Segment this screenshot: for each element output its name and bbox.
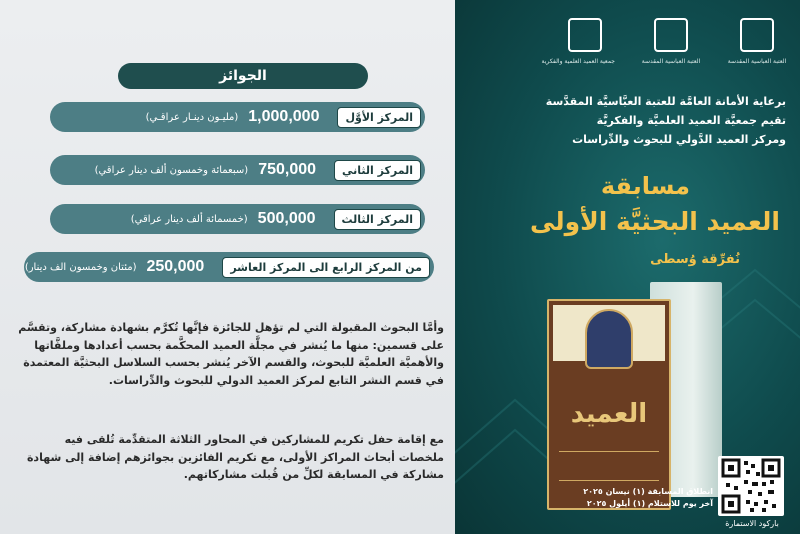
competition-dates — [583, 486, 713, 510]
prize-rank: من المركز الرابع الى المركز العاشر — [222, 257, 430, 278]
paragraph-ceremony: مع إقامة حفل تكريم للمشاركين في المحاور الثلاثة المتقدِّمة تُلقى فيه ملخصات أبحاث المراكز الأولى، مع تكريم الفائزين بجوائزهم إضافة إلى شهادة مشاركة في المسابقة لكلِّ من قُبلت مشاركاتهم. — [26, 433, 444, 481]
start-date: انطلاق المسابقة (١) نيسان ٢٠٢٥ — [583, 487, 713, 496]
logo-caption: العتبة العباسية المقدسة — [727, 58, 787, 65]
prize-description: (مئتان وخمسون الف دينار) — [24, 261, 137, 273]
shrine-logo-icon — [568, 18, 602, 52]
prize-fourth-to-tenth — [24, 252, 434, 282]
prize-amount: 1,000,000 — [248, 108, 320, 125]
prize-description: (خمسمائة ألف دينار عراقي) — [130, 213, 248, 225]
prizes-header: الجوائز — [118, 63, 368, 89]
logos-row — [541, 18, 787, 82]
prize-first — [50, 102, 425, 132]
deadline-date: آخر يوم للاستلام (١) أيلول ٢٠٢٥ — [586, 499, 713, 508]
book-title: العميد — [570, 399, 648, 429]
paragraph-publication: وأمَّا البحوث المقبولة التي لم تؤهل للجائزة فإنَّها تُكرَّم بشهادة مشاركة، وتقسَّم على قسمين: منها ما يُنشر في مجلَّة العميد المحكَّمة بحسب أعدادها وملفَّاتها والأهميَّة العلميَّة للبحوث، والقسم الآخر يُنشر بحسب السلاسل البحثيَّة المعتمدة في قسم النشر التابع لمركز العميد الدولي للبحوث والدِّراسات. — [18, 321, 444, 387]
title-line-1: مسابقة — [600, 172, 690, 200]
prize-description: (مليـون دينـار عراقـي) — [145, 111, 239, 123]
prize-amount: 500,000 — [257, 210, 316, 227]
shrine-logo-icon — [654, 18, 688, 52]
organizers — [486, 92, 786, 149]
prize-second — [50, 155, 425, 185]
prize-third — [50, 204, 425, 234]
tagline: نُفرِّقة وُسطى — [650, 252, 740, 267]
logo-left — [541, 18, 615, 65]
prize-rank: المركز الأوَّل — [337, 107, 421, 128]
qr-label: باركود الاستمارة — [725, 519, 779, 528]
book-band — [559, 451, 659, 481]
prize-amount: 250,000 — [146, 258, 205, 275]
organizer-line: ومركز العميد الدَّولي للبحوث والدِّراسات — [572, 133, 786, 146]
logo-caption: العتبة العباسية المقدسة — [641, 58, 701, 65]
shrine-logo-icon — [740, 18, 774, 52]
title-line-2: العميد البحثيَّة الأولى — [529, 207, 780, 236]
organizer-line: تقيم جمعيَّة العميد العلميَّة والفكريَّة — [596, 114, 786, 127]
prize-description: (سبعمائة وخمسون ألف دينار عراقي) — [94, 164, 249, 176]
book-cover — [547, 299, 671, 510]
prize-amount: 750,000 — [258, 161, 317, 178]
prize-rank: المركز الثاني — [334, 160, 421, 181]
qr-code[interactable] — [718, 456, 784, 516]
prize-rank: المركز الثالث — [334, 209, 421, 230]
book-emblem-icon — [585, 309, 633, 369]
logo-right — [727, 18, 787, 65]
logo-center — [641, 18, 701, 65]
logo-caption: جمعية العميد العلمية والفكرية — [541, 58, 615, 65]
organizer-line: برعاية الأمانة العامَّة للعتبة العبَّاسيَّة المقدَّسة — [545, 95, 786, 108]
qr-code-icon — [718, 456, 784, 516]
